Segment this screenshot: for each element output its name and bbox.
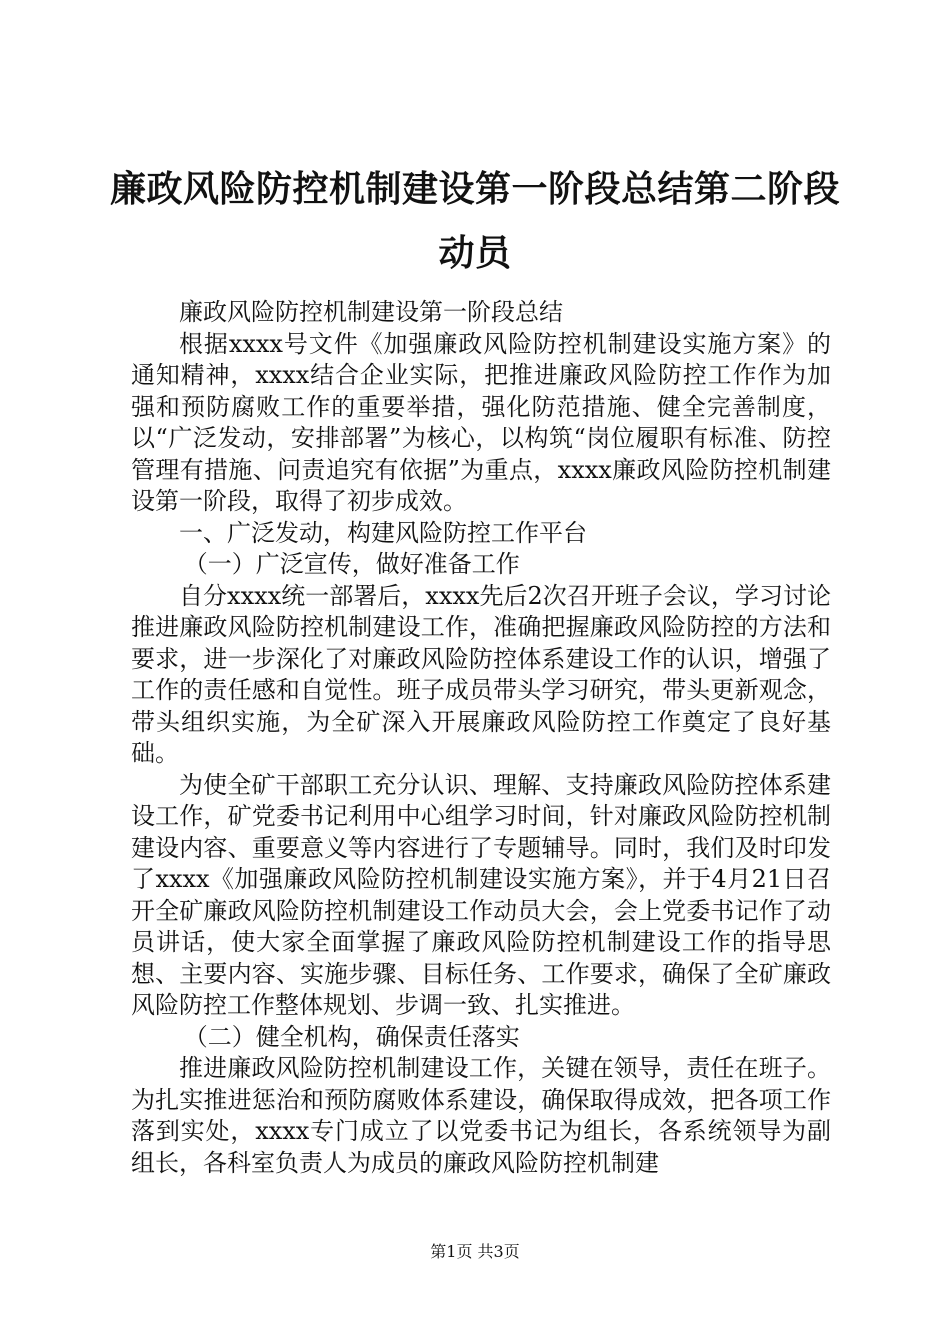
document-title: 廉政风险防控机制建设第一阶段总结第二阶段动员 (109, 169, 840, 274)
document-body (131, 297, 831, 1179)
paragraph: 为使全矿干部职工充分认识、理解、支持廉政风险防控体系建设工作，矿党委书记利用中心组学习时间，针对廉政风险防控机制建设内容、重要意义等内容进行了专题辅导。同时，我们及时印发了xxxx《加强廉政风险防控机制建设实施方案》，并于4月21日召开全矿廉政风险防控机制建设工作动员大会，会上党委书记作了动员讲话，使大家全面掌握了廉政风险防控机制建设工作的指导思想、主要内容、实施步骤、目标任务、工作要求，确保了全矿廉政风险防控工作整体规划、步调一致、扎实推进。 (131, 770, 831, 1019)
section-heading: 一、广泛发动，构建风险防控工作平台 (179, 518, 587, 547)
section-heading: 廉政风险防控机制建设第一阶段总结 (179, 298, 563, 326)
paragraph: 推进廉政风险防控机制建设工作，关键在领导，责任在班子。为扎实推进惩治和预防腐败体系建设，确保取得成效，把各项工作落到实处，xxxx专门成立了以党委书记为组长，各系统领导为副组长，各科室负责人为成员的廉政风险防控机制建 (131, 1054, 831, 1177)
paragraph: 自分xxxx统一部署后，xxxx先后2次召开班子会议，学习讨论推进廉政风险防控机制建设工作，准确把握廉政风险防控的方法和要求，进一步深化了对廉政风险防控体系建设工作的认识，增强了工作的责任感和自觉性。班子成员带头学习研究，带头更新观念，带头组织实施，为全矿深入开展廉政风险防控工作奠定了良好基础。 (131, 581, 831, 767)
subsection-heading: （二）健全机构，确保责任落实 (183, 1022, 520, 1051)
subsection-heading: （一）广泛宣传，做好准备工作 (183, 550, 520, 578)
paragraph: 根据xxxx号文件《加强廉政风险防控机制建设实施方案》的通知精神，xxxx结合企业实际，把推进廉政风险防控工作作为加强和预防腐败工作的重要举措，强化防范措施、健全完善制度，以“广泛发动，安排部署”为核心，以构筑“岗位履职有标准、防控管理有措施、问责追究有依据”为重点，xxxx廉政风险防控机制建设第一阶段，取得了初步成效。 (131, 329, 831, 515)
page-number-footer: 第1页 共3页 (430, 1242, 520, 1261)
